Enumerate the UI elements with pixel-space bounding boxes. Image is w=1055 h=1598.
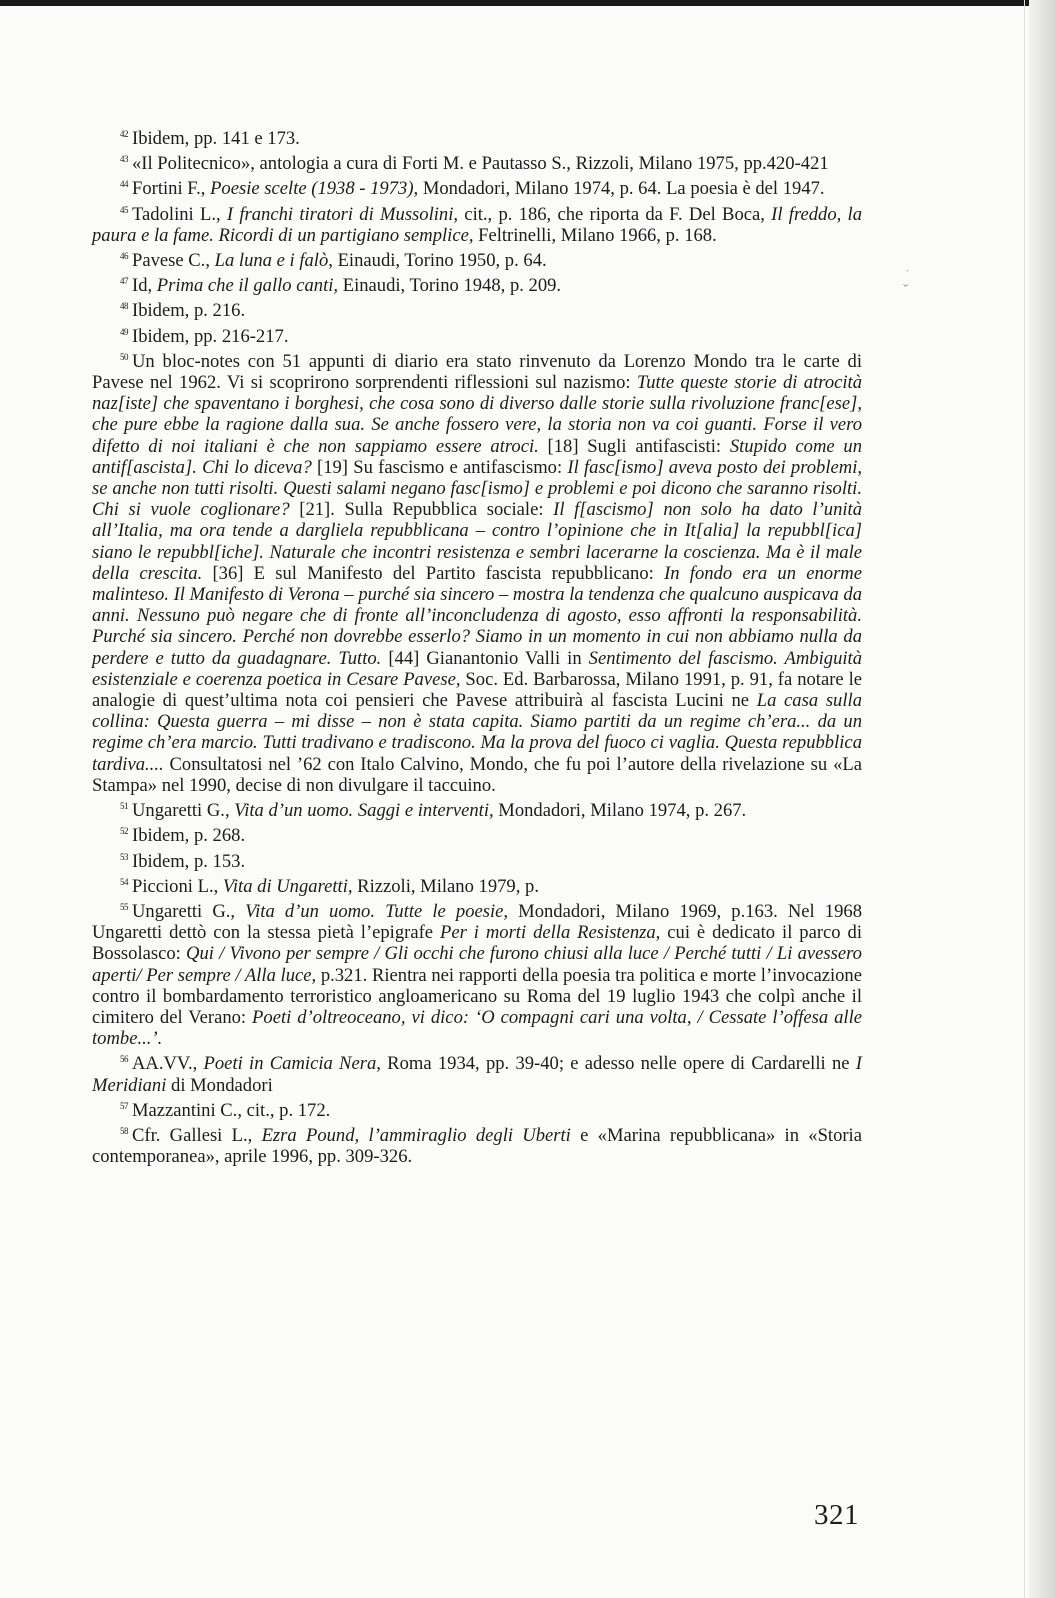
footnote-text: Un bloc-notes con 51 appunti di diario era stato rinvenuto da Lorenzo Mondo tra le carte di Pavese nel 1962. Vi si scoprirono sorprendenti riflessioni sul nazismo: Tutte queste storie di atrocità naz[iste] che spaventano i borghesi, che cosa sono di diverso dalle storie sulla rivoluzione franc[ese], che pure ebbe la ragione dalla sua. Se anche fossero vere, la storia non va coi guanti. Forse il vero difetto di noi italiani è che non sappiamo essere atroci. [18] Sugli antifascisti: Stupido come un antif[ascista]. Chi lo diceva? [19] Su fascismo e antifascismo: Il fasc[ismo] aveva posto dei problemi, se anche non tutti risolti. Questi salami negano fasc[ismo] e problemi e poi dicono che saranno risolti. Chi si vuole coglionare? [21]. Sulla Repubblica sociale: Il f[ascismo] non solo ha dato l’unità all’Italia, ma ora tende a dargliela repubblicana – contro l’opinione che in It[alia] la repubbl[ica] siano le repubbl[iche]. Naturale che incontri resistenza e sembri lacerarne la coscienza. Ma è il male della crescita. [36] E sul Manifesto del Partito fascista repubblicano: In fondo era un enorme malinteso. Il Manifesto di Verona – purché sia sincero – mostra la tendenza che qualcuno auspicava da anni. Nessuno può negare che di fronte all’inconcludenza di agosto, esso affronti la responsabilità. Purché sia sincero. Perché non dovrebbe esserlo? Siamo in un momento in cui non abbiamo nulla da perdere e tutto da guadagnare. Tutto. [44] Gianantonio Valli in Sentimento del fascismo. Ambiguità esistenziale e coerenza poetica in Cesare Pavese, Soc. Ed. Barbarossa, Milano 1991, p. 91, fa notare le analogie di quest’ultima nota coi pensieri che Pavese attribuirà al fascista Lucini ne La casa sulla collina: Questa guerra – mi disse – non è stata capita. Siamo partiti da un regime ch’era... da un regime ch’era marcio. Tutti tradivano e tradiscono. Ma la prova del fuoco ci vaglia. Questa repubblica tardiva.... Consultatosi nel ’62 con Italo Calvino, Mondo, che fu poi l’autore della rivelazione su «La Stampa» nel 1990, decise di non divulgare il taccuino.	[92, 350, 863, 796]
footnote-text: Ibidem, pp. 216-217.	[132, 325, 289, 347]
footnote-54	[92, 872, 862, 897]
footnote-number: 57	[120, 1100, 128, 1111]
footnote-56	[92, 1049, 862, 1095]
footnote-47	[92, 271, 862, 296]
footnote-46	[92, 246, 862, 271]
footnote-58	[92, 1121, 862, 1167]
footnote-text: «Il Politecnico», antologia a cura di Forti M. e Pautasso S., Rizzoli, Milano 1975, pp.420-421	[132, 153, 829, 175]
page-number: 321	[814, 1499, 859, 1531]
footnote-text: Fortini F., Poesie scelte (1938 - 1973), Mondadori, Milano 1974, p. 64. La poesia è del 1947.	[132, 178, 825, 200]
footnote-text: Piccioni L., Vita di Ungaretti, Rizzoli, Milano 1979, p.	[132, 875, 539, 897]
scan-gutter-line	[1024, 0, 1025, 1598]
footnote-number: 52	[120, 826, 128, 837]
footnote-number: 51	[120, 801, 128, 812]
footnote-42	[92, 124, 862, 149]
footnote-text: Tadolini L., I franchi tiratori di Mussolini, cit., p. 186, che riporta da F. Del Boca, Il freddo, la paura e la fame. Ricordi di un partigiano semplice, Feltrinelli, Milano 1966, p. 168.	[92, 203, 863, 246]
footnote-number: 44	[120, 179, 128, 190]
footnote-text: Ibidem, p. 216.	[132, 300, 246, 322]
footnote-text: Ibidem, p. 153.	[132, 850, 246, 872]
footnote-43	[92, 149, 862, 174]
footnote-text: AA.VV., Poeti in Camicia Nera, Roma 1934, pp. 39-40; e adesso nelle opere di Cardarelli ne I Meridiani di Mondadori	[92, 1053, 862, 1096]
footnote-51	[92, 796, 862, 821]
footnote-48	[92, 296, 862, 321]
footnote-text: Ibidem, p. 268.	[132, 825, 246, 847]
footnote-text: Ungaretti G., Vita d’un uomo. Tutte le poesie, Mondadori, Milano 1969, p.163. Nel 1968 Ungaretti dettò con la stessa pietà l’epigrafe Per i morti della Resistenza, cui è dedicato il parco di Bossolasco: Qui / Vivono per sempre / Gli occhi che furono chiusi alla luce / Perché tutti / Li avessero aperti/ Per sempre / Alla luce, p.321. Rientra nei rapporti della poesia tra politica e morte l’invocazione contro il bombardamento terroristico angloamericano su Roma del 19 luglio 1943 che colpì anche il cimitero del Verano: Poeti d’oltreoceano, vi dico: ‘O compagni cari una volta, / Cessate l’offesa alle tombe...’.	[92, 900, 862, 1050]
scan-speck: ˙	[905, 268, 910, 283]
scan-right-edge	[1029, 0, 1055, 1598]
footnote-number: 49	[120, 326, 128, 337]
footnote-number: 47	[120, 276, 128, 287]
footnote-text: Pavese C., La luna e i falò, Einaudi, Torino 1950, p. 64.	[132, 250, 547, 272]
footnote-53	[92, 847, 862, 872]
footnote-number: 46	[120, 251, 128, 262]
footnote-number: 50	[120, 351, 128, 362]
footnote-text: Id, Prima che il gallo canti, Einaudi, Torino 1948, p. 209.	[132, 275, 562, 297]
footnote-text: Ungaretti G., Vita d’un uomo. Saggi e interventi, Mondadori, Milano 1974, p. 267.	[132, 800, 747, 822]
footnote-45	[92, 200, 862, 246]
footnote-number: 54	[120, 876, 128, 887]
footnote-number: 42	[120, 129, 128, 139]
scan-top-border	[0, 0, 1055, 6]
footnote-number: 58	[120, 1125, 128, 1136]
footnotes-block	[92, 124, 862, 1167]
footnote-number: 48	[120, 301, 128, 312]
footnote-57	[92, 1096, 862, 1121]
footnote-55	[92, 897, 862, 1049]
footnote-text: Mazzantini C., cit., p. 172.	[132, 1099, 331, 1121]
footnote-number: 53	[120, 851, 128, 862]
scan-speck: ˇ	[903, 282, 909, 299]
footnote-50	[92, 347, 862, 796]
footnote-text: Cfr. Gallesi L., Ezra Pound, l’ammiraglio degli Uberti e «Marina repubblicana» in «Storia contemporanea», aprile 1996, pp. 309-326.	[92, 1124, 862, 1168]
footnote-number: 45	[120, 204, 128, 215]
footnote-number: 43	[120, 154, 128, 165]
footnote-52	[92, 821, 862, 846]
footnote-number: 56	[120, 1054, 128, 1065]
footnote-49	[92, 322, 862, 347]
footnote-44	[92, 174, 862, 199]
footnote-text: Ibidem, pp. 141 e 173.	[132, 128, 300, 149]
footnote-number: 55	[120, 901, 128, 912]
